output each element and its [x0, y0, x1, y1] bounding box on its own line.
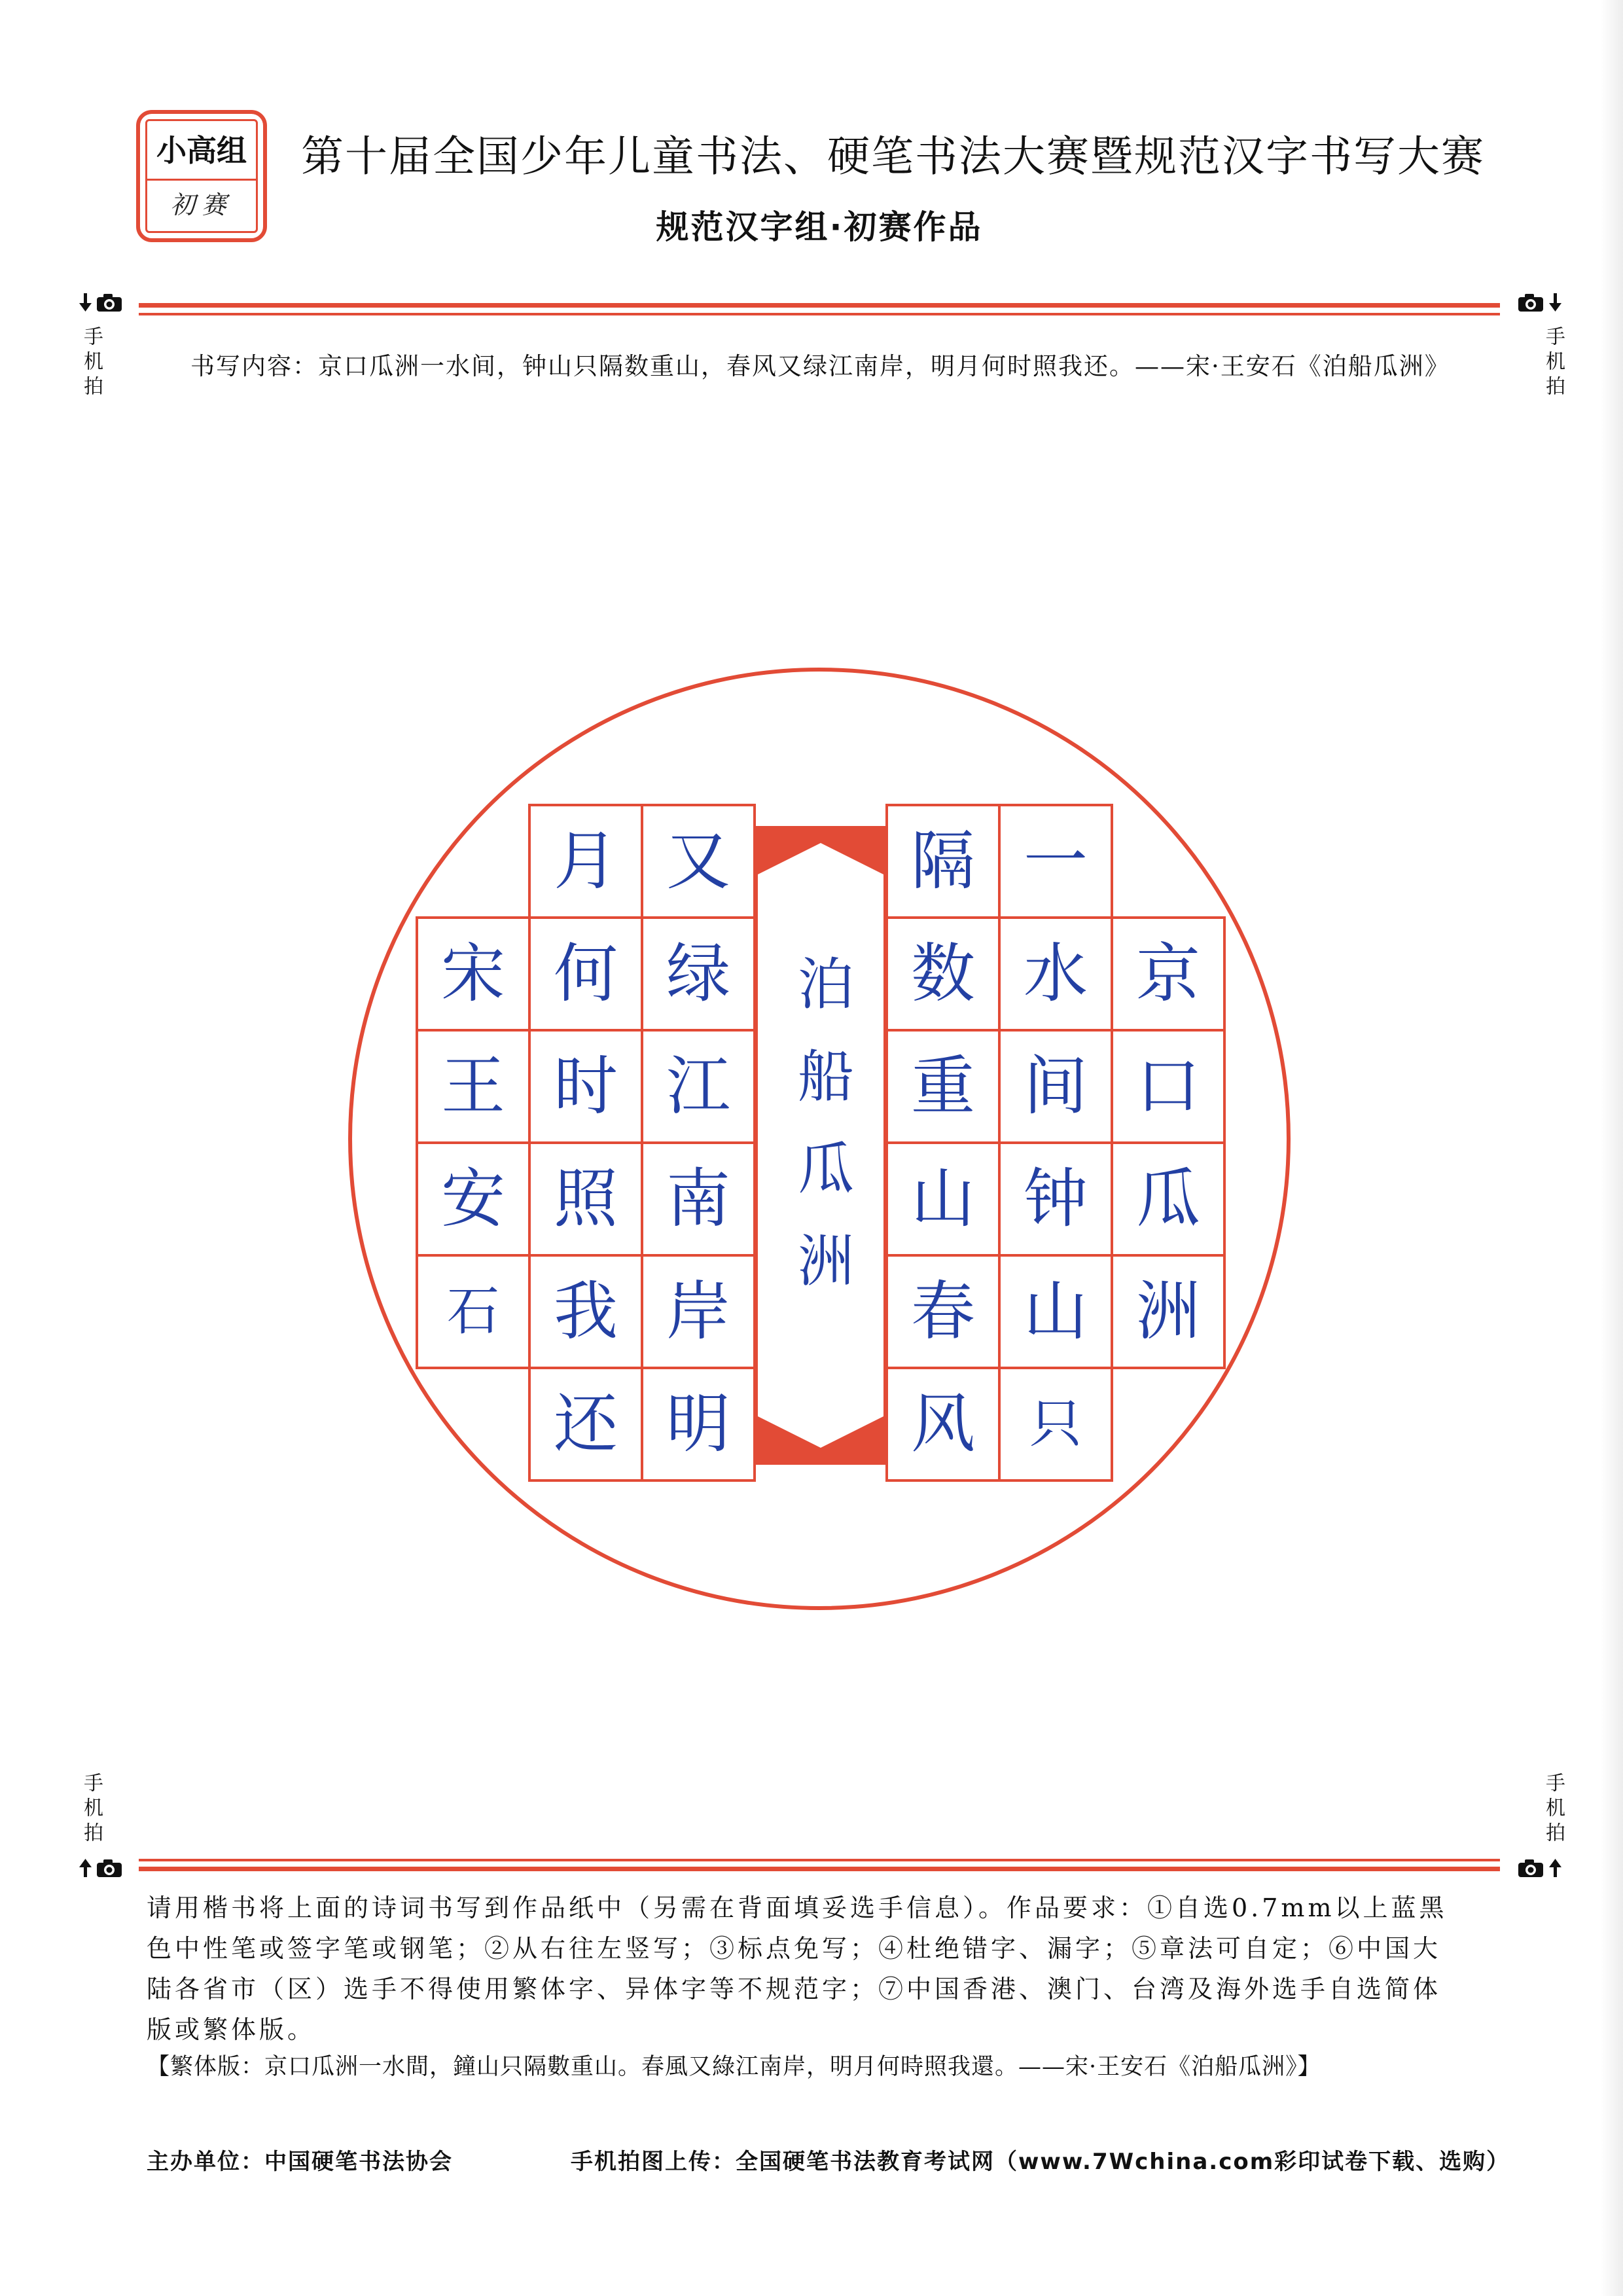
- poem-title-text: 泊船瓜洲: [788, 954, 853, 1323]
- strip-bottom-cap: [758, 1412, 883, 1465]
- group-badge: [136, 110, 267, 242]
- character-cell: 重: [887, 1030, 999, 1143]
- photo-hint-icons-top-right: [1517, 292, 1564, 313]
- character-cell: 何: [529, 918, 642, 1030]
- character-cell: 王: [417, 1030, 529, 1143]
- character-cell: 只: [999, 1368, 1112, 1480]
- footer-organizer: 主办单位：中国硬笔书法协会: [147, 2149, 453, 2175]
- character-cell: 明: [642, 1368, 755, 1480]
- character-cell: 瓜: [1112, 1143, 1224, 1255]
- bottom-red-rule-thick: [139, 1867, 1500, 1871]
- down-arrow-icon: [79, 293, 92, 312]
- photo-hint-icons-top-left: [77, 292, 124, 313]
- up-arrow-icon: [1549, 1859, 1561, 1877]
- instruction-line: 请用楷书将上面的诗词书写到作品纸中（另需在背面填妥选手信息）。作品要求：①自选0.7mm以上蓝黑: [147, 1893, 1448, 1922]
- character-cell: 数: [887, 918, 999, 1030]
- writing-content-label: 书写内容：: [190, 352, 318, 380]
- camera-icon: [97, 294, 122, 312]
- character-cell: 山: [999, 1255, 1112, 1368]
- character-cell: 岸: [642, 1255, 755, 1368]
- character-cell: 石: [417, 1255, 529, 1368]
- page-title: 第十届全国少年儿童书法、硬笔书法大赛暨规范汉字书写大赛: [301, 132, 1486, 181]
- badge-frame: [145, 119, 258, 233]
- photo-hint-icons-bottom-left: [77, 1857, 124, 1878]
- top-red-rule-thick: [139, 303, 1500, 308]
- character-cell: 洲: [1112, 1255, 1224, 1368]
- character-cell: 间: [999, 1030, 1112, 1143]
- character-cell: 照: [529, 1143, 642, 1255]
- character-cell: 南: [642, 1143, 755, 1255]
- bottom-red-rule-thin: [139, 1859, 1500, 1861]
- badge-group-label: 小高组: [156, 133, 247, 168]
- character-cell: 水: [999, 918, 1112, 1030]
- traditional-version-note: 【繁体版：京口瓜洲一水間，鐘山只隔數重山。春風又綠江南岸，明月何時照我還。——宋·王安石《泊船瓜洲》】: [147, 2054, 1321, 2080]
- character-cell: 山: [887, 1143, 999, 1255]
- instruction-line: 版或繁体版。: [147, 2015, 316, 2044]
- photo-hint-label-bottom-left: 手机拍: [80, 1772, 103, 1847]
- photo-hint-label-top-left: 手机拍: [80, 326, 103, 401]
- character-cell: 一: [999, 805, 1112, 918]
- character-cell: 月: [529, 805, 642, 918]
- poem-title: [758, 954, 883, 1323]
- character-cell: 还: [529, 1368, 642, 1480]
- top-red-rule-thin: [139, 313, 1500, 315]
- character-cell: 时: [529, 1030, 642, 1143]
- character-cell: 春: [887, 1255, 999, 1368]
- strip-top-cap: [758, 826, 883, 878]
- writing-content-text: 京口瓜洲一水间，钟山只隔数重山，春风又绿江南岸，明月何时照我还。——宋·王安石《泊船瓜洲》: [318, 352, 1450, 380]
- instruction-line: 色中性笔或签字笔或钢笔；②从右往左竖写；③标点免写；④杜绝错字、漏字；⑤章法可自定；⑥中国大: [147, 1934, 1442, 1963]
- photo-hint-label-bottom-right: 手机拍: [1542, 1772, 1565, 1847]
- badge-stage-label: 初赛: [169, 190, 233, 219]
- character-cell: 绿: [642, 918, 755, 1030]
- badge-divider: [147, 179, 256, 181]
- character-cell: 我: [529, 1255, 642, 1368]
- character-cell: 京: [1112, 918, 1224, 1030]
- character-cell: 风: [887, 1368, 999, 1480]
- up-arrow-icon: [79, 1859, 92, 1877]
- scan-edge-shadow: [1600, 0, 1623, 2296]
- character-cell: 安: [417, 1143, 529, 1255]
- character-cell: 宋: [417, 918, 529, 1030]
- character-cell: 江: [642, 1030, 755, 1143]
- camera-icon: [1518, 294, 1543, 312]
- instruction-line: 陆各省市（区）选手不得使用繁体字、异体字等不规范字；⑦中国香港、澳门、台湾及海外选手自选简体: [147, 1975, 1442, 2003]
- page-subtitle: 规范汉字组·初赛作品: [656, 208, 983, 246]
- character-cell: 隔: [887, 805, 999, 918]
- camera-icon: [97, 1859, 122, 1877]
- character-cell: 钟: [999, 1143, 1112, 1255]
- photo-hint-icons-bottom-right: [1517, 1857, 1564, 1878]
- down-arrow-icon: [1549, 293, 1561, 312]
- camera-icon: [1518, 1859, 1543, 1877]
- character-cell: 口: [1112, 1030, 1224, 1143]
- footer-upload-info: 手机拍图上传：全国硬笔书法教育考试网（www.7Wchina.com彩印试卷下载、选购）: [571, 2149, 1510, 2175]
- title-strip: [755, 826, 887, 1465]
- character-cell: 又: [642, 805, 755, 918]
- photo-hint-label-top-right: 手机拍: [1542, 326, 1565, 401]
- writing-content-line: [190, 348, 1450, 385]
